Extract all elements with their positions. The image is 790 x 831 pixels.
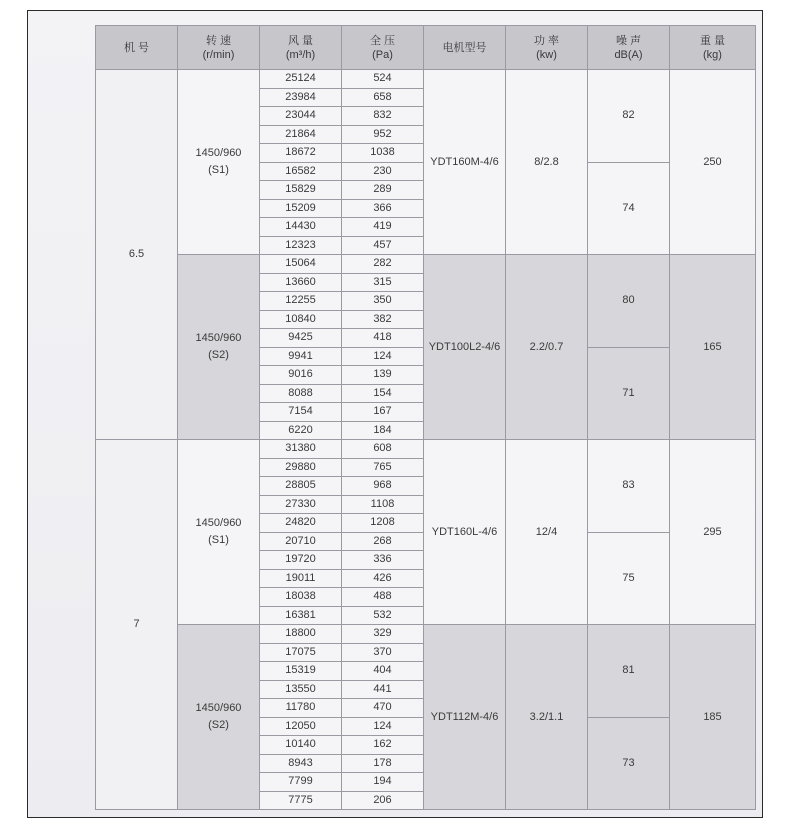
power-cell: 3.2/1.1	[506, 625, 588, 810]
motor-cell: YDT112M-4/6	[424, 625, 506, 810]
weight-cell: 250	[670, 70, 756, 255]
pressure-cell: 418	[342, 329, 424, 348]
pressure-cell: 382	[342, 310, 424, 329]
pressure-cell: 968	[342, 477, 424, 496]
pressure-cell: 441	[342, 680, 424, 699]
pressure-cell: 426	[342, 569, 424, 588]
noise-high-cell: 83	[588, 440, 670, 533]
airflow-cell: 12323	[260, 236, 342, 255]
airflow-cell: 7799	[260, 773, 342, 792]
model-cell: 7	[96, 440, 178, 810]
airflow-cell: 11780	[260, 699, 342, 718]
airflow-cell: 6220	[260, 421, 342, 440]
pressure-cell: 608	[342, 440, 424, 459]
airflow-cell: 21864	[260, 125, 342, 144]
speed-mode: (S1)	[208, 164, 229, 176]
airflow-cell: 13550	[260, 680, 342, 699]
airflow-cell: 23984	[260, 88, 342, 107]
pressure-cell: 350	[342, 292, 424, 311]
airflow-cell: 12050	[260, 717, 342, 736]
pressure-cell: 124	[342, 717, 424, 736]
noise-low-cell: 75	[588, 532, 670, 625]
pressure-cell: 470	[342, 699, 424, 718]
speed-value: 1450/960	[195, 147, 242, 159]
header-model: 机 号	[96, 26, 178, 70]
pressure-cell: 194	[342, 773, 424, 792]
pressure-cell: 532	[342, 606, 424, 625]
pressure-cell: 124	[342, 347, 424, 366]
speed-cell	[178, 440, 260, 625]
pressure-cell: 370	[342, 643, 424, 662]
pressure-cell: 404	[342, 662, 424, 681]
airflow-cell: 15209	[260, 199, 342, 218]
airflow-cell: 13660	[260, 273, 342, 292]
pressure-cell: 488	[342, 588, 424, 607]
pressure-cell: 366	[342, 199, 424, 218]
pressure-cell: 268	[342, 532, 424, 551]
motor-cell: YDT100L2-4/6	[424, 255, 506, 440]
speed-cell	[178, 625, 260, 810]
model-cell: 6.5	[96, 70, 178, 440]
weight-cell: 165	[670, 255, 756, 440]
table-row	[96, 70, 756, 89]
airflow-cell: 9941	[260, 347, 342, 366]
header-power: 功 率 (kw)	[506, 26, 588, 70]
airflow-cell: 20710	[260, 532, 342, 551]
airflow-cell: 18672	[260, 144, 342, 163]
pressure-cell: 419	[342, 218, 424, 237]
airflow-cell: 15829	[260, 181, 342, 200]
pressure-cell: 765	[342, 458, 424, 477]
pressure-cell: 167	[342, 403, 424, 422]
airflow-cell: 25124	[260, 70, 342, 89]
pressure-cell: 524	[342, 70, 424, 89]
speed-mode: (S1)	[208, 534, 229, 546]
pressure-cell: 206	[342, 791, 424, 810]
speed-value: 1450/960	[195, 332, 242, 344]
airflow-cell: 9425	[260, 329, 342, 348]
airflow-cell: 15319	[260, 662, 342, 681]
airflow-cell: 24820	[260, 514, 342, 533]
pressure-cell: 1208	[342, 514, 424, 533]
airflow-cell: 17075	[260, 643, 342, 662]
table-row	[96, 440, 756, 459]
airflow-cell: 23044	[260, 107, 342, 126]
motor-cell: YDT160L-4/6	[424, 440, 506, 625]
motor-cell: YDT160M-4/6	[424, 70, 506, 255]
airflow-cell: 18038	[260, 588, 342, 607]
airflow-cell: 16381	[260, 606, 342, 625]
airflow-cell: 8943	[260, 754, 342, 773]
pressure-cell: 230	[342, 162, 424, 181]
airflow-cell: 10140	[260, 736, 342, 755]
noise-low-cell: 73	[588, 717, 670, 810]
table-row	[96, 625, 756, 644]
pressure-cell: 162	[342, 736, 424, 755]
header-row	[96, 26, 756, 70]
airflow-cell: 15064	[260, 255, 342, 274]
airflow-cell: 10840	[260, 310, 342, 329]
header-weight: 重 量 (kg)	[670, 26, 756, 70]
pressure-cell: 289	[342, 181, 424, 200]
pressure-cell: 282	[342, 255, 424, 274]
pressure-cell: 457	[342, 236, 424, 255]
power-cell: 12/4	[506, 440, 588, 625]
table-body	[96, 70, 756, 810]
table-row	[96, 255, 756, 274]
speed-cell	[178, 255, 260, 440]
noise-high-cell: 81	[588, 625, 670, 718]
pressure-cell: 336	[342, 551, 424, 570]
speed-value: 1450/960	[195, 517, 242, 529]
airflow-cell: 28805	[260, 477, 342, 496]
noise-high-cell: 82	[588, 70, 670, 163]
pressure-cell: 329	[342, 625, 424, 644]
noise-low-cell: 71	[588, 347, 670, 440]
pressure-cell: 658	[342, 88, 424, 107]
pressure-cell: 154	[342, 384, 424, 403]
weight-cell: 185	[670, 625, 756, 810]
noise-high-cell: 80	[588, 255, 670, 348]
header-motor: 电机型号	[424, 26, 506, 70]
noise-low-cell: 74	[588, 162, 670, 255]
airflow-cell: 19720	[260, 551, 342, 570]
airflow-cell: 8088	[260, 384, 342, 403]
airflow-cell: 7775	[260, 791, 342, 810]
header-speed: 转 速 (r/min)	[178, 26, 260, 70]
power-cell: 2.2/0.7	[506, 255, 588, 440]
pressure-cell: 952	[342, 125, 424, 144]
airflow-cell: 27330	[260, 495, 342, 514]
header-noise: 噪 声 dB(A)	[588, 26, 670, 70]
airflow-cell: 29880	[260, 458, 342, 477]
pressure-cell: 315	[342, 273, 424, 292]
airflow-cell: 19011	[260, 569, 342, 588]
speed-value: 1450/960	[195, 702, 242, 714]
airflow-cell: 12255	[260, 292, 342, 311]
airflow-cell: 7154	[260, 403, 342, 422]
airflow-cell: 18800	[260, 625, 342, 644]
pressure-cell: 184	[342, 421, 424, 440]
pressure-cell: 178	[342, 754, 424, 773]
speed-mode: (S2)	[208, 349, 229, 361]
airflow-cell: 16582	[260, 162, 342, 181]
pressure-cell: 139	[342, 366, 424, 385]
speed-mode: (S2)	[208, 719, 229, 731]
power-cell: 8/2.8	[506, 70, 588, 255]
pressure-cell: 1108	[342, 495, 424, 514]
pressure-cell: 1038	[342, 144, 424, 163]
airflow-cell: 9016	[260, 366, 342, 385]
header-pressure: 全 压 (Pa)	[342, 26, 424, 70]
header-airflow: 风 量 (m³/h)	[260, 26, 342, 70]
pressure-cell: 832	[342, 107, 424, 126]
document-frame	[27, 10, 763, 818]
speed-cell	[178, 70, 260, 255]
airflow-cell: 14430	[260, 218, 342, 237]
airflow-cell: 31380	[260, 440, 342, 459]
fan-spec-table	[95, 25, 756, 810]
weight-cell: 295	[670, 440, 756, 625]
